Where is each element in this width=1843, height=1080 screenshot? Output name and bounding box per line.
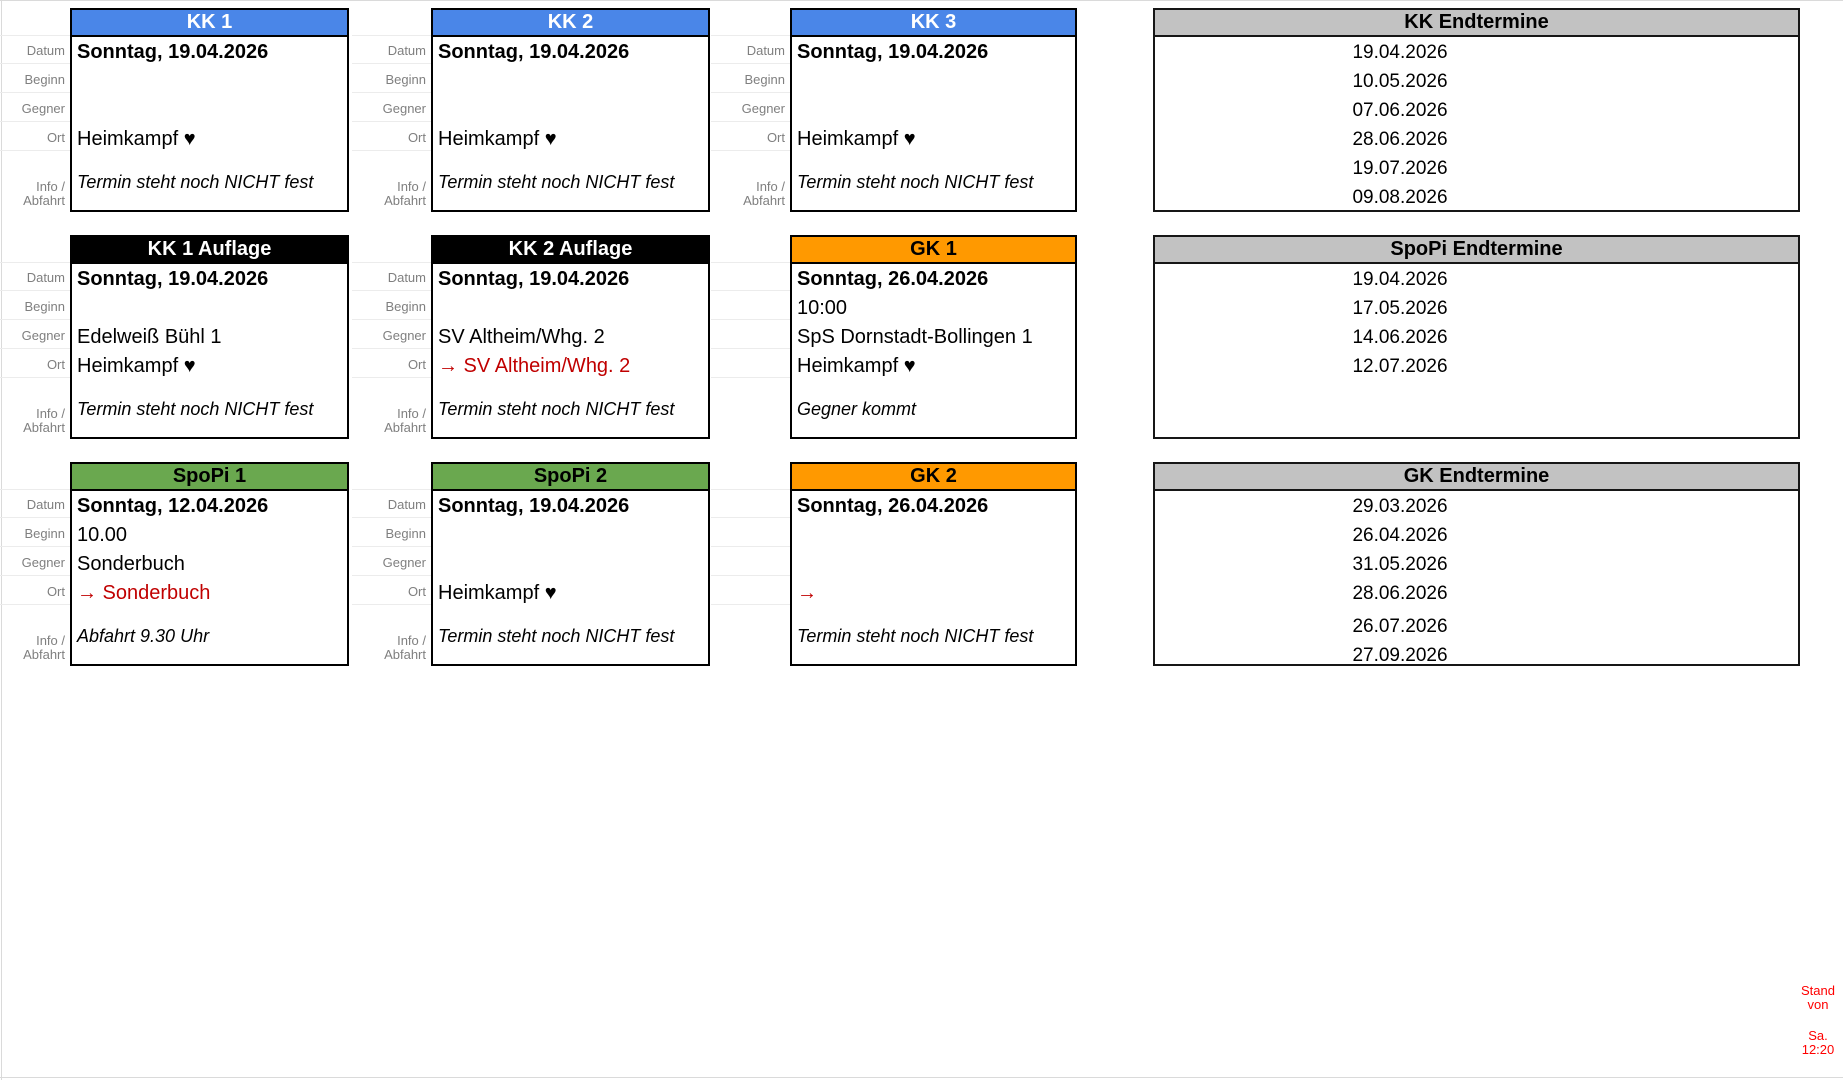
label-beginn: Beginn [0,64,70,93]
end-date: 17.05.2026 [1352,298,1448,319]
team-title: KK 3 [792,10,1075,37]
gegner-value: Sonderbuch [77,553,185,575]
beginn-value [72,66,347,95]
end-date: 12.07.2026 [1352,356,1448,377]
label-empty [711,320,790,349]
row-label-gutter [0,235,70,439]
beginn-value [72,293,347,322]
label-empty [711,349,790,378]
label-empty [711,518,790,547]
label-gegner: Gegner [352,547,431,576]
label-info-abfahrt: Info / Abfahrt [23,633,65,662]
datum-value: Sonntag, 19.04.2026 [438,495,630,517]
row-label-gutter [0,8,70,212]
label-gegner: Gegner [0,547,70,576]
label-info-abfahrt: Info / Abfahrt [384,179,426,208]
table-title: SpoPi Endtermine [1155,237,1798,264]
match-card [70,235,349,439]
label-gegner: Gegner [711,93,790,122]
beginn-value [433,520,708,549]
match-card [70,462,349,666]
datum-value: Sonntag, 26.04.2026 [797,495,989,517]
end-date: 09.08.2026 [1352,187,1448,208]
end-date: 19.04.2026 [1352,269,1448,290]
label-ort: Ort [711,122,790,151]
stand-note-line1: Stand von [1801,983,1835,1012]
label-ort: Ort [352,122,431,151]
label-info-abfahrt: Info / Abfahrt [23,179,65,208]
label-datum: Datum [352,35,431,64]
label-ort: Ort [0,576,70,605]
row-label-gutter [352,8,431,212]
datum-value: Sonntag, 12.04.2026 [77,495,269,517]
card-kk-2-auflage [352,235,710,439]
row-label-gutter [711,8,790,212]
end-date: 28.06.2026 [1352,129,1448,150]
stand-note-line2: Sa. 12:20 [1801,1028,1835,1057]
card-kk-2 [352,8,710,212]
table-title: KK Endtermine [1155,10,1798,37]
beginn-value: 10.00 [77,524,128,546]
label-datum: Datum [711,35,790,64]
datum-value: Sonntag, 19.04.2026 [797,41,989,63]
label-gegner: Gegner [352,320,431,349]
info-value: Termin steht noch NICHT fest [438,172,675,192]
page-bottom-gridline [0,1077,1843,1078]
label-datum: Datum [0,35,70,64]
match-card [431,462,710,666]
stand-note [1795,984,1841,1057]
label-info-abfahrt: Info / Abfahrt [23,406,65,435]
label-empty [711,489,790,518]
end-date: 07.06.2026 [1352,100,1448,121]
card-spopi-2 [352,462,710,666]
beginn-value [433,293,708,322]
info-value: Termin steht noch NICHT fest [438,399,675,419]
ort-value: Heimkampf ♥ [77,128,196,150]
label-empty [711,262,790,291]
label-gegner: Gegner [352,93,431,122]
end-date: 31.05.2026 [1352,554,1448,575]
end-date-empty [1155,409,1645,438]
team-title: KK 1 [72,10,347,37]
card-gk-1 [711,235,1077,439]
label-gegner: Gegner [0,93,70,122]
team-title: KK 1 Auflage [72,237,347,264]
label-beginn: Beginn [352,291,431,320]
team-title: KK 2 Auflage [433,237,708,264]
ort-value-away: → [797,582,817,604]
datum-value: Sonntag, 19.04.2026 [438,268,630,290]
end-date: 28.06.2026 [1352,583,1448,604]
beginn-value [792,520,1075,549]
label-ort: Ort [352,576,431,605]
ort-value-away: → SV Altheim/Whg. 2 [438,355,631,377]
page-top-gridline [0,0,1843,1]
label-info-abfahrt: Info / Abfahrt [743,179,785,208]
gegner-value [792,95,1075,124]
label-datum: Datum [352,489,431,518]
ort-value: Heimkampf ♥ [438,582,557,604]
match-card [431,235,710,439]
row-label-gutter-empty [711,462,790,666]
label-datum: Datum [0,489,70,518]
gegner-value: SpS Dornstadt-Bollingen 1 [797,326,1033,348]
end-date: 19.07.2026 [1352,158,1448,179]
datum-value: Sonntag, 19.04.2026 [77,41,269,63]
end-date: 26.07.2026 [1352,616,1448,637]
end-date: 26.04.2026 [1352,525,1448,546]
gegner-value [433,95,708,124]
label-empty [711,605,790,666]
gk-endtermine-table [1153,462,1800,666]
info-value: Termin steht noch NICHT fest [438,626,675,646]
label-gegner: Gegner [0,320,70,349]
datum-value: Sonntag, 26.04.2026 [797,268,989,290]
team-title: GK 1 [792,237,1075,264]
table-title: GK Endtermine [1155,464,1798,491]
gegner-value: SV Altheim/Whg. 2 [438,326,605,348]
datum-value: Sonntag, 19.04.2026 [438,41,630,63]
row-label-gutter [352,235,431,439]
card-kk-1-auflage [0,235,349,439]
team-title: GK 2 [792,464,1075,491]
gegner-value [72,95,347,124]
end-date: 29.03.2026 [1352,496,1448,517]
info-value: Termin steht noch NICHT fest [797,172,1034,192]
label-beginn: Beginn [0,518,70,547]
label-empty [711,378,790,439]
label-ort: Ort [0,122,70,151]
gegner-value: Edelweiß Bühl 1 [77,326,222,348]
row-label-gutter [352,462,431,666]
team-title: KK 2 [433,10,708,37]
end-date: 27.09.2026 [1352,645,1448,666]
ort-value: Heimkampf ♥ [797,355,916,377]
match-card [790,8,1077,212]
info-value: Termin steht noch NICHT fest [77,172,314,192]
gegner-value [433,549,708,578]
label-ort: Ort [0,349,70,378]
label-empty [711,291,790,320]
ort-value-away: → Sonderbuch [77,582,211,604]
info-value: Abfahrt 9.30 Uhr [77,626,210,646]
team-title: SpoPi 2 [433,464,708,491]
label-info-abfahrt: Info / Abfahrt [384,633,426,662]
card-gk-2 [711,462,1077,666]
beginn-value: 10:00 [797,297,848,319]
label-ort: Ort [352,349,431,378]
card-spopi-1 [0,462,349,666]
beginn-value [792,66,1075,95]
match-card [431,8,710,212]
kk-endtermine-table [1153,8,1800,212]
match-card [70,8,349,212]
row-label-gutter [0,462,70,666]
label-info-abfahrt: Info / Abfahrt [384,406,426,435]
end-date-empty [1155,380,1645,409]
label-empty [711,576,790,605]
match-card [790,462,1077,666]
end-date: 14.06.2026 [1352,327,1448,348]
label-beginn: Beginn [711,64,790,93]
card-kk-3 [711,8,1077,212]
label-beginn: Beginn [352,64,431,93]
label-beginn: Beginn [352,518,431,547]
row-label-gutter-empty [711,235,790,439]
info-value: Termin steht noch NICHT fest [77,399,314,419]
gegner-value [792,549,1075,578]
label-beginn: Beginn [0,291,70,320]
end-date: 19.04.2026 [1352,42,1448,63]
ort-value: Heimkampf ♥ [77,355,196,377]
label-datum: Datum [0,262,70,291]
card-kk-1 [0,8,349,212]
team-title: SpoPi 1 [72,464,347,491]
info-value: Gegner kommt [797,399,917,419]
beginn-value [433,66,708,95]
info-value: Termin steht noch NICHT fest [797,626,1034,646]
spopi-endtermine-table [1153,235,1800,439]
match-card [790,235,1077,439]
label-empty [711,547,790,576]
ort-value: Heimkampf ♥ [797,128,916,150]
ort-value: Heimkampf ♥ [438,128,557,150]
datum-value: Sonntag, 19.04.2026 [77,268,269,290]
label-datum: Datum [352,262,431,291]
end-date: 10.05.2026 [1352,71,1448,92]
